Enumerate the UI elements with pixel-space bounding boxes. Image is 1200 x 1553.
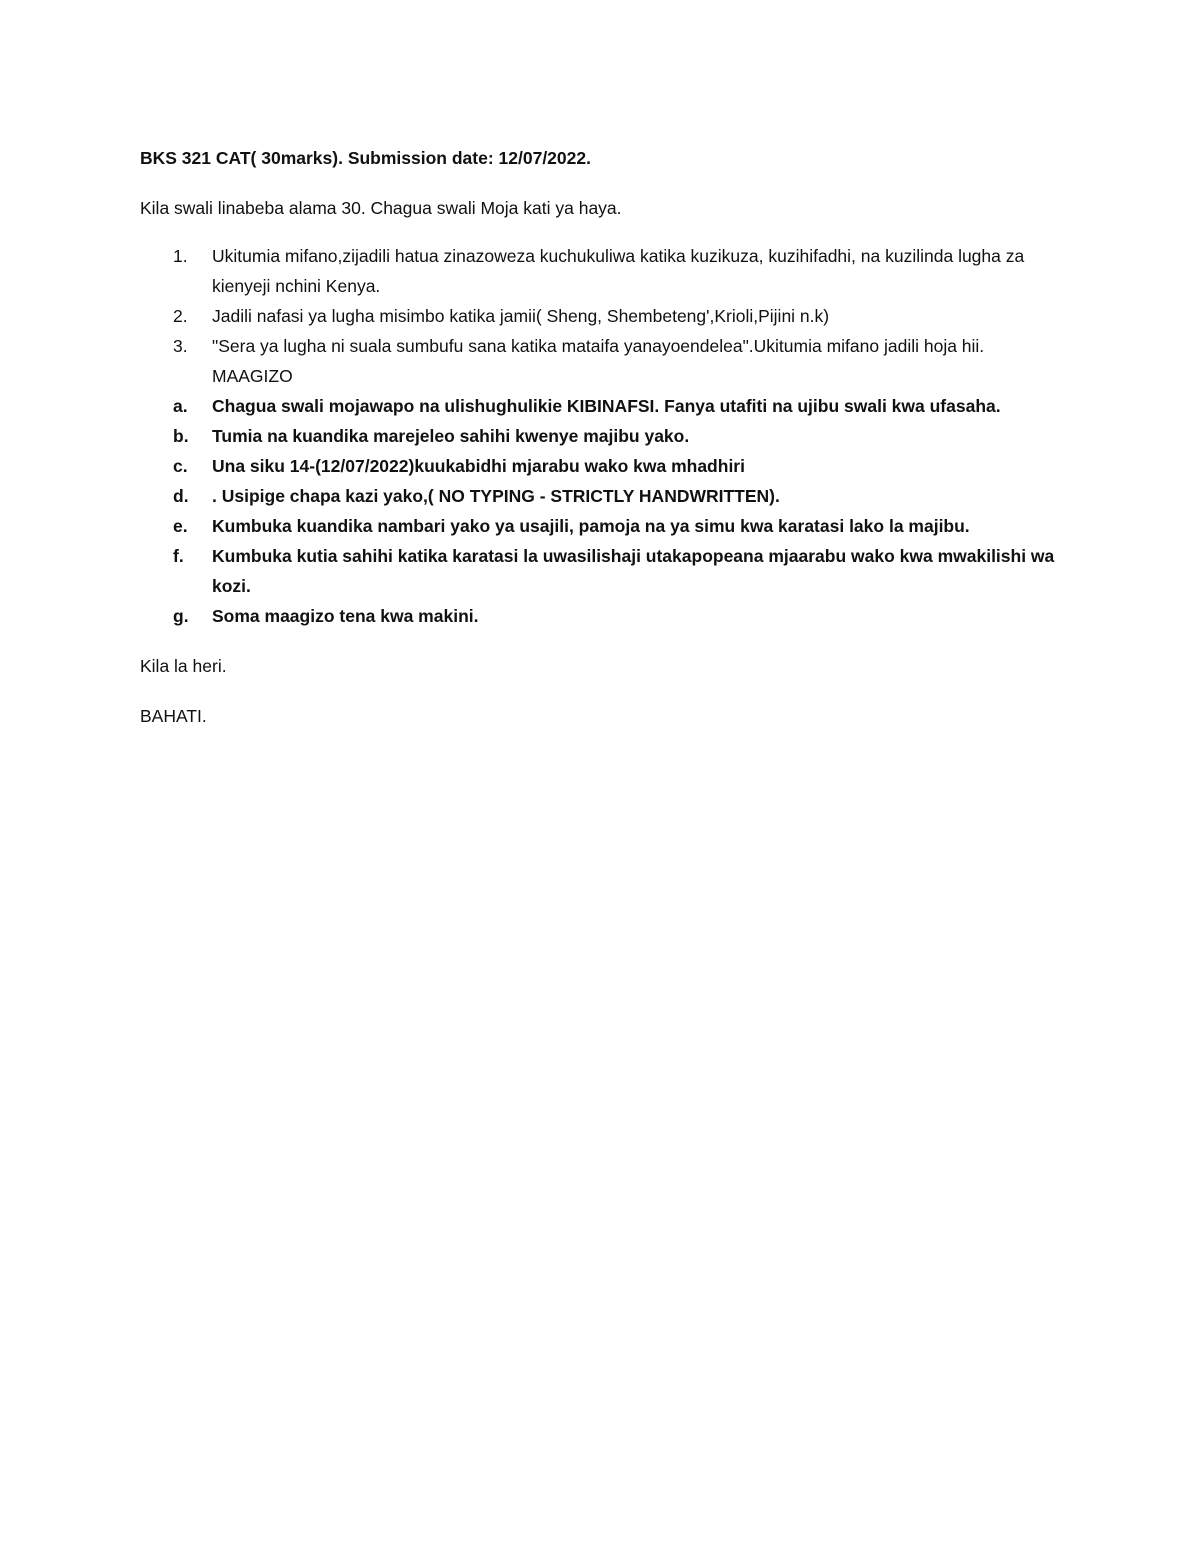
question-item xyxy=(140,331,1070,361)
instruction-item xyxy=(140,421,1070,451)
document-body xyxy=(140,143,1070,731)
questions-list xyxy=(140,241,1070,361)
instructions-list xyxy=(140,391,1070,631)
instruction-letter: c. xyxy=(173,456,188,476)
question-number: 1. xyxy=(173,246,188,266)
question-number: 2. xyxy=(173,306,188,326)
instruction-item xyxy=(140,481,1070,511)
instruction-letter: d. xyxy=(173,486,189,506)
instruction-item xyxy=(140,601,1070,631)
instruction-letter: e. xyxy=(173,516,188,536)
instruction-item xyxy=(140,391,1070,421)
instruction-item xyxy=(140,511,1070,541)
closing-line: Kila la heri. xyxy=(140,656,227,676)
instruction-text: Chagua swali mojawapo na ulishughulikie KIBINAFSI. Fanya utafiti na ujibu swali kwa ufasaha. xyxy=(212,396,1001,416)
instruction-letter: a. xyxy=(173,396,188,416)
question-item xyxy=(140,301,1070,331)
question-number: 3. xyxy=(173,336,188,356)
instruction-letter: b. xyxy=(173,426,189,446)
instruction-text: Una siku 14-(12/07/2022)kuukabidhi mjarabu wako kwa mhadhiri xyxy=(212,456,745,476)
instruction-letter: g. xyxy=(173,606,189,626)
instruction-item xyxy=(140,451,1070,481)
instruction-text: Tumia na kuandika marejeleo sahihi kwenye majibu yako. xyxy=(212,426,690,446)
question-text: Jadili nafasi ya lugha misimbo katika jamii( Sheng, Shembeteng',Krioli,Pijini n.k) xyxy=(212,306,830,326)
intro-paragraph: Kila swali linabeba alama 30. Chagua swali Moja kati ya haya. xyxy=(140,198,622,218)
instruction-item xyxy=(140,541,1070,601)
instruction-text: Soma maagizo tena kwa makini. xyxy=(212,606,479,626)
instruction-letter: f. xyxy=(173,546,184,566)
instruction-text: Kumbuka kuandika nambari yako ya usajili, pamoja na ya simu kwa karatasi lako la majibu. xyxy=(212,516,970,536)
instruction-text: Kumbuka kutia sahihi katika karatasi la uwasilishaji utakapopeana mjaarabu wako kwa mwakilishi wa kozi. xyxy=(212,546,1055,596)
question-item xyxy=(140,241,1070,301)
document-title: BKS 321 CAT( 30marks). Submission date: 12/07/2022. xyxy=(140,148,591,168)
question-text: "Sera ya lugha ni suala sumbufu sana katika mataifa yanayoendelea".Ukitumia mifano jadili hoja hii. xyxy=(212,336,985,356)
question-text: Ukitumia mifano,zijadili hatua zinazoweza kuchukuliwa katika kuzikuza, kuzihifadhi, na kuzilinda lugha za kienyeji nchini Kenya. xyxy=(212,246,1025,296)
instructions-heading: MAAGIZO xyxy=(212,366,293,386)
signature-line: BAHATI. xyxy=(140,706,207,726)
instruction-text: . Usipige chapa kazi yako,( NO TYPING - STRICTLY HANDWRITTEN). xyxy=(212,486,780,506)
